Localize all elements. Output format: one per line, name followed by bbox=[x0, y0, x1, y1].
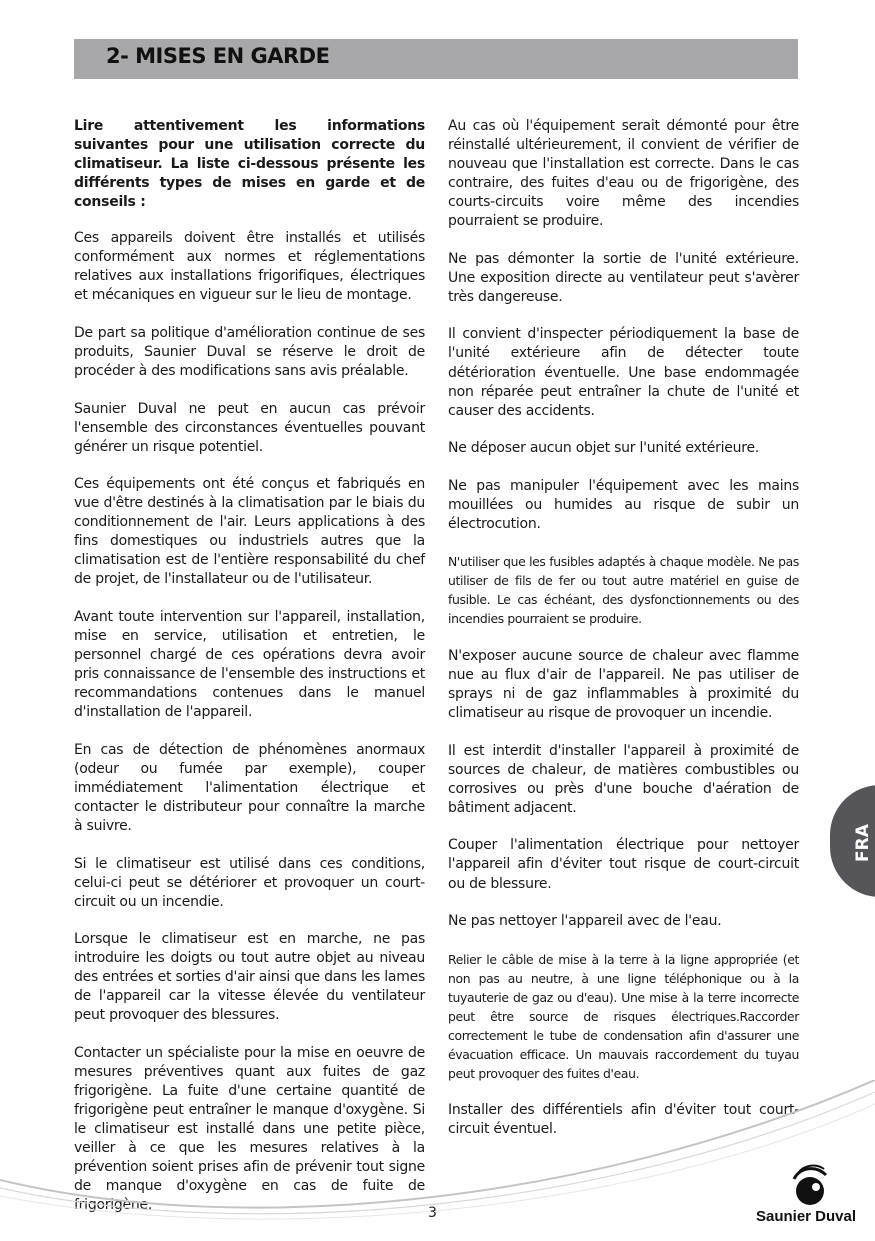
language-tab-label: FRA bbox=[853, 824, 873, 862]
brand-name: Saunier Duval bbox=[756, 1208, 857, 1225]
paragraph: Ne déposer aucun objet sur l'unité extérieure. bbox=[448, 440, 760, 457]
paragraph: En cas de détection de phénomènes anormaux (odeur ou fumée par exemple), couper immédiatement l'alimentation électrique et contacter le distributeur pour connaître la marche à suivre. bbox=[74, 741, 425, 834]
paragraph: Il est interdit d'installer l'appareil à proximité de sources de chaleur, de matières combustibles ou corrosives ou près d'une bouche d'aération de bâtiment adjacent. bbox=[448, 742, 799, 816]
paragraph: Ces appareils doivent être installés et utilisés conformément aux normes et réglementations relatives aux installations frigorifiques, électriques et mécaniques en vigueur sur le lieu de montage. bbox=[74, 230, 425, 304]
section-header-bar bbox=[74, 39, 798, 79]
paragraph: Saunier Duval ne peut en aucun cas prévoir l'ensemble des circonstances éventuelles pouvant générer un risque potentiel. bbox=[74, 400, 425, 455]
paragraph: N'utiliser que les fusibles adaptés à chaque modèle. Ne pas utiliser de fils de fer ou tout autre matériel en guise de fusible. Le cas échéant, des dysfonctionnements ou des incendies pourraient se produire. bbox=[448, 554, 799, 627]
paragraph: Lorsque le climatiseur est en marche, ne pas introduire les doigts ou tout autre objet au niveau des entrées et sorties d'air ainsi que dans les lames de l'appareil car la vitesse élevée du ventilateur peut provoquer des blessures. bbox=[74, 931, 425, 1024]
paragraph: Si le climatiseur est utilisé dans ces conditions, celui-ci peut se détériorer et provoquer un court-circuit ou un incendie. bbox=[74, 855, 425, 910]
paragraph: De part sa politique d'amélioration continue de ses produits, Saunier Duval se réserve le droit de procéder à des modifications sans avis préalable. bbox=[74, 324, 425, 380]
paragraph: Couper l'alimentation électrique pour nettoyer l'appareil afin d'éviter tout risque de court-circuit ou de blessure. bbox=[448, 837, 799, 892]
paragraph: N'exposer aucune source de chaleur avec flamme nue au flux d'air de l'appareil. Ne pas utiliser de sprays ni de gaz inflammables à proximité du climatiseur au risque de provoquer un incendie. bbox=[448, 648, 799, 722]
paragraph: Il convient d'inspecter périodiquement la base de l'unité extérieure afin de détecter toute détérioration éventuelle. Une base endommagée non réparée peut entraîner la chute de l'unité et causer des accidents. bbox=[448, 326, 799, 419]
decorative-swoosh bbox=[0, 1080, 875, 1241]
paragraph: Ne pas manipuler l'équipement avec les mains mouillées ou humides au risque de subir un électrocution. bbox=[448, 477, 799, 532]
right-column bbox=[448, 117, 799, 1158]
paragraph: Avant toute intervention sur l'appareil, installation, mise en service, utilisation et entretien, le personnel chargé de ces opérations devra avoir pris connaissance de l'ensemble des instructions et recommandations contenues dans le manuel d'installation de l'appareil. bbox=[74, 608, 425, 721]
paragraph: Contacter un spécialiste pour la mise en oeuvre de mesures préventives quant aux fuites de gaz frigorigène. La fuite d'une certaine quantité de frigorigène peut entraîner le manque d'oxygène. Si le climatiseur est installé dans une petite pièce, veiller à ce que les mesures relatives à la prévention soient prises afin de prévenir tout signe de manque d'oxygène en cas de fuite de frigorigène. bbox=[74, 1044, 425, 1214]
intro-paragraph: Lire attentivement les informations suivantes pour une utilisation correcte du climatiseur. La liste ci-dessous présente les différents types de mises en garde et de conseils : bbox=[74, 118, 425, 211]
paragraph: Relier le câble de mise à la terre à la ligne appropriée (et non pas au neutre, à une ligne téléphonique ou à la tuyauterie de gaz ou d'eau). Une mise à la terre incorrecte peut être source de risques électriques.Raccorder correctement le tube de condensation afin d'assurer une évacuation efficace. Un mauvais raccordement du tuyau peut provoquer des fuites d'eau. bbox=[448, 951, 799, 1081]
paragraph: Ne pas démonter la sortie de l'unité extérieure. Une exposition directe au ventilateur peut s'avèrer très dangereuse. bbox=[448, 250, 799, 305]
paragraph: Ne pas nettoyer l'appareil avec de l'eau. bbox=[448, 913, 722, 930]
page-title: 2- MISES EN GARDE bbox=[106, 44, 330, 68]
page-number: 3 bbox=[428, 1205, 437, 1221]
left-column bbox=[74, 117, 425, 1234]
paragraph: Au cas où l'équipement serait démonté pour être réinstallé ultérieurement, il convient de vérifier de nouveau que l'installation est correcte. Dans le cas contraire, des fuites d'eau ou de frigorigène, des courts-circuits voire même des incendies pourraient se produire. bbox=[448, 118, 799, 230]
paragraph: Ces équipements ont été conçus et fabriqués en vue d'être destinés à la climatisation par le biais du conditionnement de l'air. Leurs applications à des fins domestiques ou industriels autres que la climatisation est de l'entière responsabilité du chef de projet, de l'installateur ou de l'utilisateur. bbox=[74, 476, 425, 588]
saunier-duval-logo-icon bbox=[786, 1163, 832, 1207]
paragraph: Installer des différentiels afin d'éviter tout court-circuit éventuel. bbox=[448, 1102, 799, 1138]
